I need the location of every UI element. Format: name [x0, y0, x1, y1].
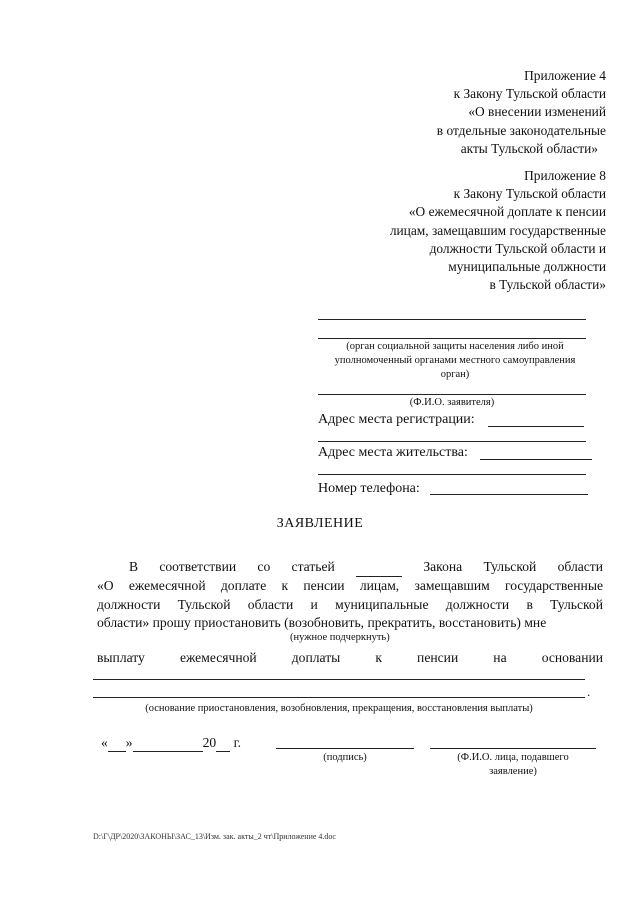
body-word: Тульской	[483, 559, 537, 574]
appendix-header-2-line: Приложение 8	[524, 168, 606, 183]
recipient-caption	[310, 340, 600, 382]
residence-address-label: Адрес места жительства:	[318, 445, 468, 460]
recipient-line-1[interactable]	[318, 319, 586, 320]
basis-caption: (основание приостановления, возобновления, прекращения, восстановления выплаты)	[145, 703, 533, 714]
date-quote-open: «	[101, 735, 108, 750]
body-word: области	[557, 559, 604, 574]
year-prefix: 20	[202, 735, 217, 750]
appendix-header-2-line: должности Тульской области и	[429, 240, 606, 256]
body-word: на	[493, 650, 507, 665]
body-word: Закона	[423, 559, 463, 574]
year-blank[interactable]	[216, 735, 230, 752]
date-quote-close: »	[125, 735, 133, 750]
body-line-4: области» прошу приостановить (возобновить, прекратить, восстановить) мне	[97, 615, 547, 630]
article-number-blank[interactable]	[356, 557, 402, 577]
appendix-header-2-line: лицам, замещавшим государственные	[389, 222, 606, 238]
recipient-caption-line: уполномоченный органами местного самоуправления	[334, 355, 576, 366]
body-word: доплаты	[291, 650, 341, 665]
signer-fio-line[interactable]	[430, 748, 596, 749]
appendix-header-2	[390, 167, 606, 294]
basis-line-1[interactable]	[93, 679, 585, 680]
appendix-header-1-line: к Закону Тульской области	[453, 86, 606, 102]
body-word: статьей	[291, 559, 335, 574]
applicant-fio-caption: (Ф.И.О. заявителя)	[409, 397, 495, 408]
body-line-1	[97, 557, 603, 577]
signer-fio-caption-line: заявление)	[489, 766, 537, 777]
residence-address-line[interactable]	[480, 459, 592, 460]
appendix-header-1-line: «О внесении изменений	[468, 104, 606, 120]
appendix-header-2-line: муниципальные должности	[448, 259, 606, 275]
body-word: В	[129, 559, 139, 574]
appendix-header-1-line: акты Тульской области»	[460, 140, 598, 156]
footer-file-path: D:\Г\ДР\2020\ЗАКОНЫ\ЗАС_13\Изм. зак. акты_2 чт\Приложение 4.doc	[93, 832, 336, 841]
body-word: основании	[541, 650, 604, 665]
body-word: со	[257, 559, 271, 574]
appendix-header-1	[437, 67, 606, 158]
body-word: к	[375, 650, 382, 665]
body-line-3: должности Тульской области и муниципальные должности в Тульской	[97, 597, 603, 612]
recipient-caption-line: (орган социальной защиты населения либо иной	[346, 341, 564, 352]
body-word: ежемесячной	[179, 650, 257, 665]
day-blank[interactable]	[108, 735, 126, 752]
registration-address-line-2[interactable]	[318, 441, 586, 442]
signer-fio-caption-line: (Ф.И.О. лица, подавшего	[457, 752, 569, 763]
phone-line[interactable]	[430, 494, 588, 495]
appendix-header-2-line: к Закону Тульской области	[453, 186, 606, 202]
month-blank[interactable]	[133, 735, 203, 752]
signature-caption: (подпись)	[323, 752, 367, 763]
basis-period: .	[587, 684, 591, 699]
basis-line-2[interactable]	[93, 697, 585, 698]
body-word: пенсии	[417, 650, 459, 665]
date-field[interactable]	[101, 735, 241, 752]
body-word: соответствии	[159, 559, 237, 574]
appendix-header-1-line: Приложение 4	[524, 68, 606, 83]
recipient-caption-line: орган)	[440, 369, 470, 380]
appendix-header-2-line: в Тульской области»	[489, 277, 606, 293]
phone-label: Номер телефона:	[318, 481, 420, 496]
residence-address-line-2[interactable]	[318, 474, 586, 475]
registration-address-line[interactable]	[488, 426, 584, 427]
signer-fio-caption	[430, 751, 596, 779]
recipient-line-2[interactable]	[318, 338, 586, 339]
signature-line[interactable]	[276, 748, 414, 749]
underline-hint: (нужное подчеркнуть)	[290, 632, 390, 643]
body-line-2: «О ежемесячной доплате к пенсии лицам, замещавшим государственные	[97, 578, 603, 593]
year-suffix: г.	[233, 735, 242, 750]
registration-address-label: Адрес места регистрации:	[318, 412, 475, 427]
body-line-5	[97, 648, 603, 667]
body-word: выплату	[97, 650, 145, 665]
appendix-header-2-line: «О ежемесячной доплате к пенсии	[408, 204, 606, 220]
applicant-fio-line[interactable]	[318, 394, 586, 395]
document-title: ЗАЯВЛЕНИЕ	[276, 516, 364, 531]
appendix-header-1-line: в отдельные законодательные	[436, 122, 606, 138]
